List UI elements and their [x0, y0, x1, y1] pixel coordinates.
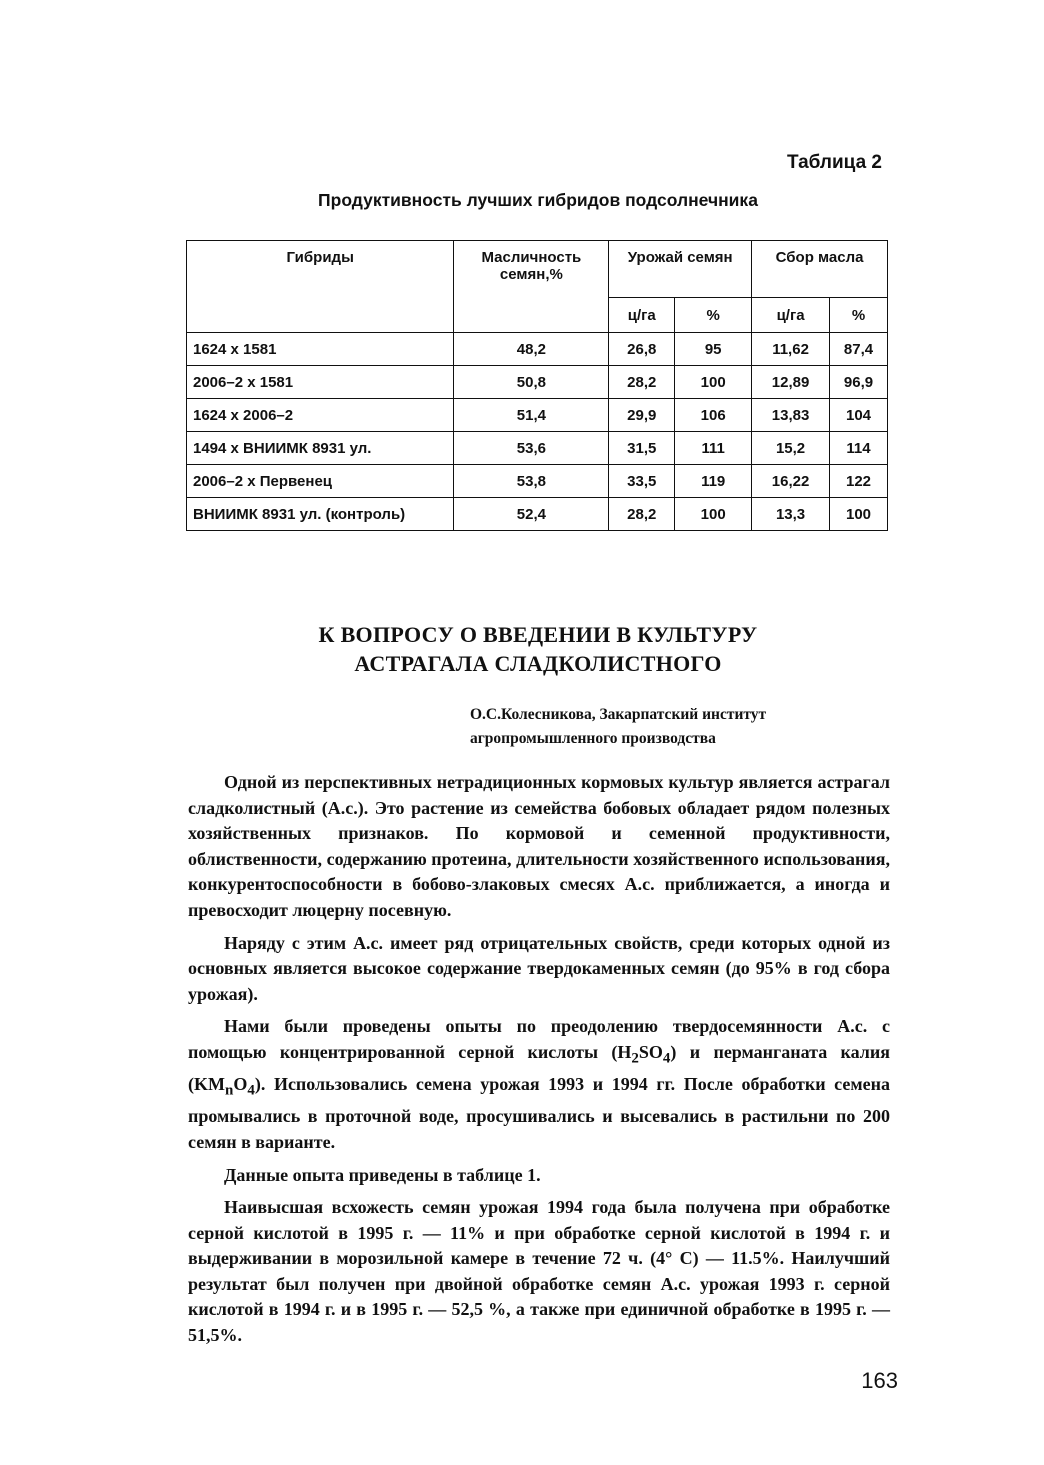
- cell-seed-cga: 31,5: [609, 432, 675, 465]
- cell-oil-pct: 122: [830, 465, 888, 498]
- text-run: SO: [638, 1041, 663, 1062]
- paragraph: Наряду с этим А.с. имеет ряд отрицательных свойств, среди которых одной из основных является высокое содержание твердокаменных семян (до 95% в год сбора урожая).: [188, 932, 890, 1004]
- cell-oil-content: 48,2: [454, 333, 609, 366]
- cell-oil-content: 53,6: [454, 432, 609, 465]
- header-hybrids: Гибриды: [187, 241, 454, 333]
- header-seed-yield: Урожай семян: [609, 241, 752, 298]
- cell-oil-content: 51,4: [454, 399, 609, 432]
- cell-oil-cga: 16,22: [752, 465, 830, 498]
- cell-oil-pct: 114: [830, 432, 888, 465]
- cell-seed-pct: 100: [675, 366, 752, 399]
- cell-seed-cga: 29,9: [609, 399, 675, 432]
- table-row: [187, 366, 888, 399]
- cell-oil-cga: 11,62: [752, 333, 830, 366]
- cell-seed-cga: 33,5: [609, 465, 675, 498]
- cell-hybrid: 2006–2 х Первенец: [187, 465, 454, 498]
- cell-oil-pct: 96,9: [830, 366, 888, 399]
- article-title-line: К ВОПРОСУ О ВВЕДЕНИИ В КУЛЬТУРУ: [318, 622, 758, 647]
- header-unit-pct: %: [830, 298, 888, 333]
- cell-seed-pct: 100: [675, 498, 752, 531]
- cell-seed-pct: 95: [675, 333, 752, 366]
- header-oil-content: Масличность семян,%: [454, 241, 609, 333]
- text-run: ). Использовались семена урожая 1993 и 1994 гг. После обработки семена промывались в проточной воде, просушивались и высевались в растильни по 200 семян в варианте.: [188, 1074, 890, 1152]
- table-row: [187, 498, 888, 531]
- subscript: n: [224, 1082, 234, 1099]
- paragraph: Данные опыта приведены в таблице 1.: [224, 1164, 541, 1185]
- paragraph: [188, 1014, 890, 1155]
- subscript: 4: [247, 1082, 255, 1099]
- cell-hybrid: 1624 х 2006–2: [187, 399, 454, 432]
- cell-hybrid: ВНИИМК 8931 ул. (контроль): [187, 498, 454, 531]
- cell-oil-pct: 87,4: [830, 333, 888, 366]
- author-affiliation-line: агропромышленного производства: [470, 730, 716, 747]
- table-label: Таблица 2: [786, 152, 882, 173]
- cell-seed-cga: 28,2: [609, 366, 675, 399]
- cell-oil-cga: 13,3: [752, 498, 830, 531]
- cell-oil-cga: 15,2: [752, 432, 830, 465]
- cell-seed-cga: 28,2: [609, 498, 675, 531]
- article-title-line: АСТРАГАЛА СЛАДКОЛИСТНОГО: [354, 651, 722, 676]
- hybrid-productivity-table: [186, 240, 888, 531]
- cell-seed-pct: 119: [675, 465, 752, 498]
- table-row: [187, 432, 888, 465]
- cell-seed-pct: 106: [675, 399, 752, 432]
- table-row: [187, 333, 888, 366]
- cell-oil-pct: 104: [830, 399, 888, 432]
- cell-oil-content: 53,8: [454, 465, 609, 498]
- text-run: ) и перманганата калия (KM: [188, 1041, 890, 1095]
- text-run: O: [233, 1074, 248, 1095]
- author-line: О.С.Колесникова, Закарпатский институт: [470, 706, 767, 723]
- table-caption: Продуктивность лучших гибридов подсолнечника: [318, 190, 758, 210]
- article-authors: [470, 703, 890, 751]
- cell-seed-cga: 26,8: [609, 333, 675, 366]
- paragraph: Наивысшая всхожесть семян урожая 1994 года была получена при обработке серной кислотой в 1995 г. — 11% и при обработке серной кислотой в 1994 г. и выдерживании в морозильной камере в течение 72 ч. (4° С) — 11.5%. Наилучший результат был получен при двойной обработке семян А.с. урожая 1993 г. серной кислотой в 1994 г. и в 1995 г. — 52,5 %, а также при единичной обработке в 1995 г. — 51,5%.: [188, 1197, 890, 1346]
- cell-oil-content: 52,4: [454, 498, 609, 531]
- table-row: [187, 399, 888, 432]
- cell-seed-pct: 111: [675, 432, 752, 465]
- header-unit-cga: ц/га: [752, 298, 830, 333]
- article-title: [188, 620, 888, 678]
- cell-oil-cga: 13,83: [752, 399, 830, 432]
- cell-hybrid: 1624 х 1581: [187, 333, 454, 366]
- header-unit-cga: ц/га: [609, 298, 675, 333]
- cell-oil-content: 50,8: [454, 366, 609, 399]
- cell-hybrid: 1494 х ВНИИМК 8931 ул.: [187, 432, 454, 465]
- header-unit-pct: %: [675, 298, 752, 333]
- page-number: 163: [861, 1368, 898, 1393]
- paragraph: Одной из перспективных нетрадиционных кормовых культур является астрагал сладколистный (А.с.). Это растение из семейства бобовых обладает рядом полезных хозяйственных признаков. По кормовой и семенной продуктивности, облиственности, содержанию протеина, длительности хозяйственного использования, конкурентоспособности в бобово-злаковых смесях А.с. приближается, а иногда и превосходит люцерну посевную.: [188, 772, 890, 920]
- cell-oil-cga: 12,89: [752, 366, 830, 399]
- cell-hybrid: 2006–2 х 1581: [187, 366, 454, 399]
- article-body: [188, 770, 890, 1356]
- text-run: Нами были проведены опыты по преодолению твердосемянности А.с. с помощью концентрированной серной кислоты (H: [188, 1016, 890, 1062]
- subscript: 4: [662, 1050, 671, 1067]
- header-oil-yield: Сбор масла: [752, 241, 888, 298]
- subscript: 2: [631, 1050, 639, 1067]
- cell-oil-pct: 100: [830, 498, 888, 531]
- table-row: [187, 465, 888, 498]
